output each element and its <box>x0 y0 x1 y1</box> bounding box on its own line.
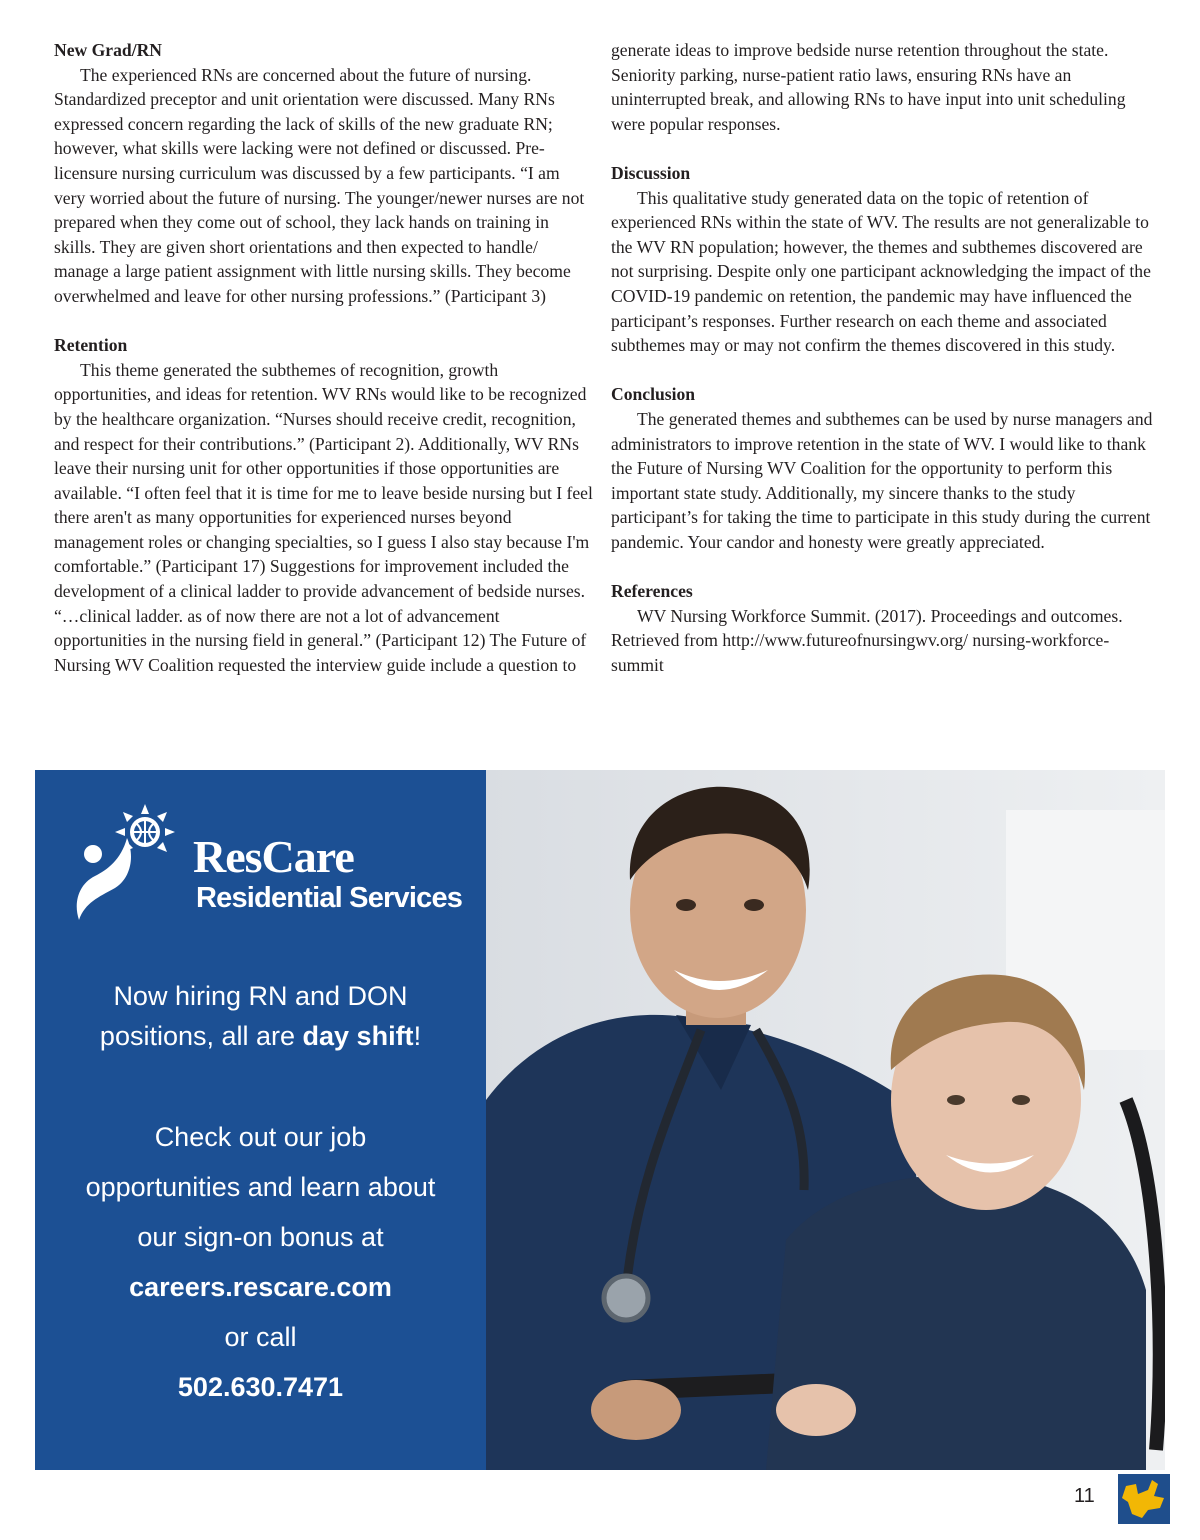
nurse-with-child-photo-icon <box>486 770 1165 1470</box>
retention-body: This theme generated the subthemes of recognition, growth opportunities, and ideas for retention. WV RNs would like to be recognized by the healthcare organization. “Nurses should receive credit, recognition, and respect for their contributions.” (Participant 2). Additionally, WV RNs leave their nursing unit for other opportunities if those opportunities are available. “I often feel that it is time for me to leave beside nursing but I feel there aren't as many opportunities for experienced nurses beyond management roles or changing specialties, so I guess I also stay because I'm comfortable.” (Participant 17) Suggestions for improvement included the development of a clinical ladder to provide advancement of bedside nurses. “…clinical ladder. as of now there are not a lot of advancement opportunities in the nursing field in general.” (Participant 12) The Future of Nursing WV Coalition requested the interview guide include a question to <box>54 359 593 675</box>
hiring-line-1: Now hiring RN and DON <box>113 981 408 1011</box>
conclusion-body: The generated themes and subthemes can be used by nurse managers and administrators to improve retention in the state of WV. I would like to thank the Future of Nursing WV Coalition for the opportunity to perform this important state study. Additionally, my sincere thanks to the study participant’s for taking the time to participate in this study during the current pandemic. Your candor and honesty were greatly appreciated. <box>611 408 1153 552</box>
retention-continuation: generate ideas to improve bedside nurse retention throughout the state. Seniority parking, nurse-patient ratio laws, ensuring RNs have an uninterrupted break, and allowing RNs to have input into unit scheduling were popular responses. <box>611 40 1126 134</box>
rescare-figure-icon <box>71 798 196 923</box>
hiring-line-2 <box>35 1016 486 1056</box>
page-number: 11 <box>1074 1485 1095 1507</box>
new-grad-body: The experienced RNs are concerned about the future of nursing. Standardized preceptor and unit orientation were discussed. Many RNs expressed concern regarding the lack of skills of the new graduate RN; however, what skills were lacking were not defined or discussed. Pre-licensure nursing curriculum was discussed by a few participants. “I am very worried about the future of nursing. The younger/newer nurses are not prepared when they come out of school, they lack hands on training in skills. They are given short orientations and then expected to handle/ manage a large patient assignment with little nursing skills. They become overwhelmed and leave for other nursing professions.” (Participant 3) <box>54 64 585 306</box>
careers-website-link[interactable]: careers.rescare.com <box>129 1272 392 1302</box>
logo-subtitle: Residential Services <box>196 882 463 914</box>
check-line-1: Check out our job <box>154 1122 367 1152</box>
rescare-logo <box>71 798 471 923</box>
or-call-text: or call <box>224 1322 297 1352</box>
right-column <box>611 38 1156 677</box>
logo-title: ResCare <box>193 831 354 882</box>
check-line-2: opportunities and learn about <box>85 1172 436 1202</box>
hiring-line-2-suffix: ! <box>413 1021 422 1051</box>
references-body: WV Nursing Workforce Summit. (2017). Proceedings and outcomes. Retrieved from http://www.futureofnursingwv.org/ nursing-workforce-summit <box>611 605 1123 675</box>
west-virginia-state-icon <box>1118 1474 1170 1524</box>
check-line-3: our sign-on bonus at <box>137 1222 384 1252</box>
conclusion-heading: Conclusion <box>611 384 696 405</box>
hiring-line-2-prefix: positions, all are <box>99 1021 303 1051</box>
new-grad-heading: New Grad/RN <box>54 40 162 60</box>
discussion-heading: Discussion <box>611 162 691 183</box>
ad-text-panel <box>35 770 486 1470</box>
hiring-message <box>35 976 486 1056</box>
nurse-and-boy-photo <box>486 770 1165 1470</box>
discussion-body: This qualitative study generated data on the topic of retention of experienced RNs within the state of WV. The results are not generalizable to the WV RN population; however, the themes and subthemes discovered are not surprising. Despite only one participant acknowledging the impact of the COVID-19 pandemic on retention, the pandemic may have influenced the participant’s responses. Further research on each theme and associated subthemes may or may not confirm the themes discovered in this study. <box>611 187 1151 356</box>
references-heading: References <box>611 581 693 602</box>
job-opportunities-message <box>35 1112 486 1412</box>
day-shift-emphasis: day shift <box>302 1021 414 1051</box>
retention-heading: Retention <box>54 335 128 356</box>
left-column <box>54 38 594 677</box>
phone-number[interactable]: 502.630.7471 <box>177 1372 344 1402</box>
rescare-advertisement <box>35 770 1165 1470</box>
